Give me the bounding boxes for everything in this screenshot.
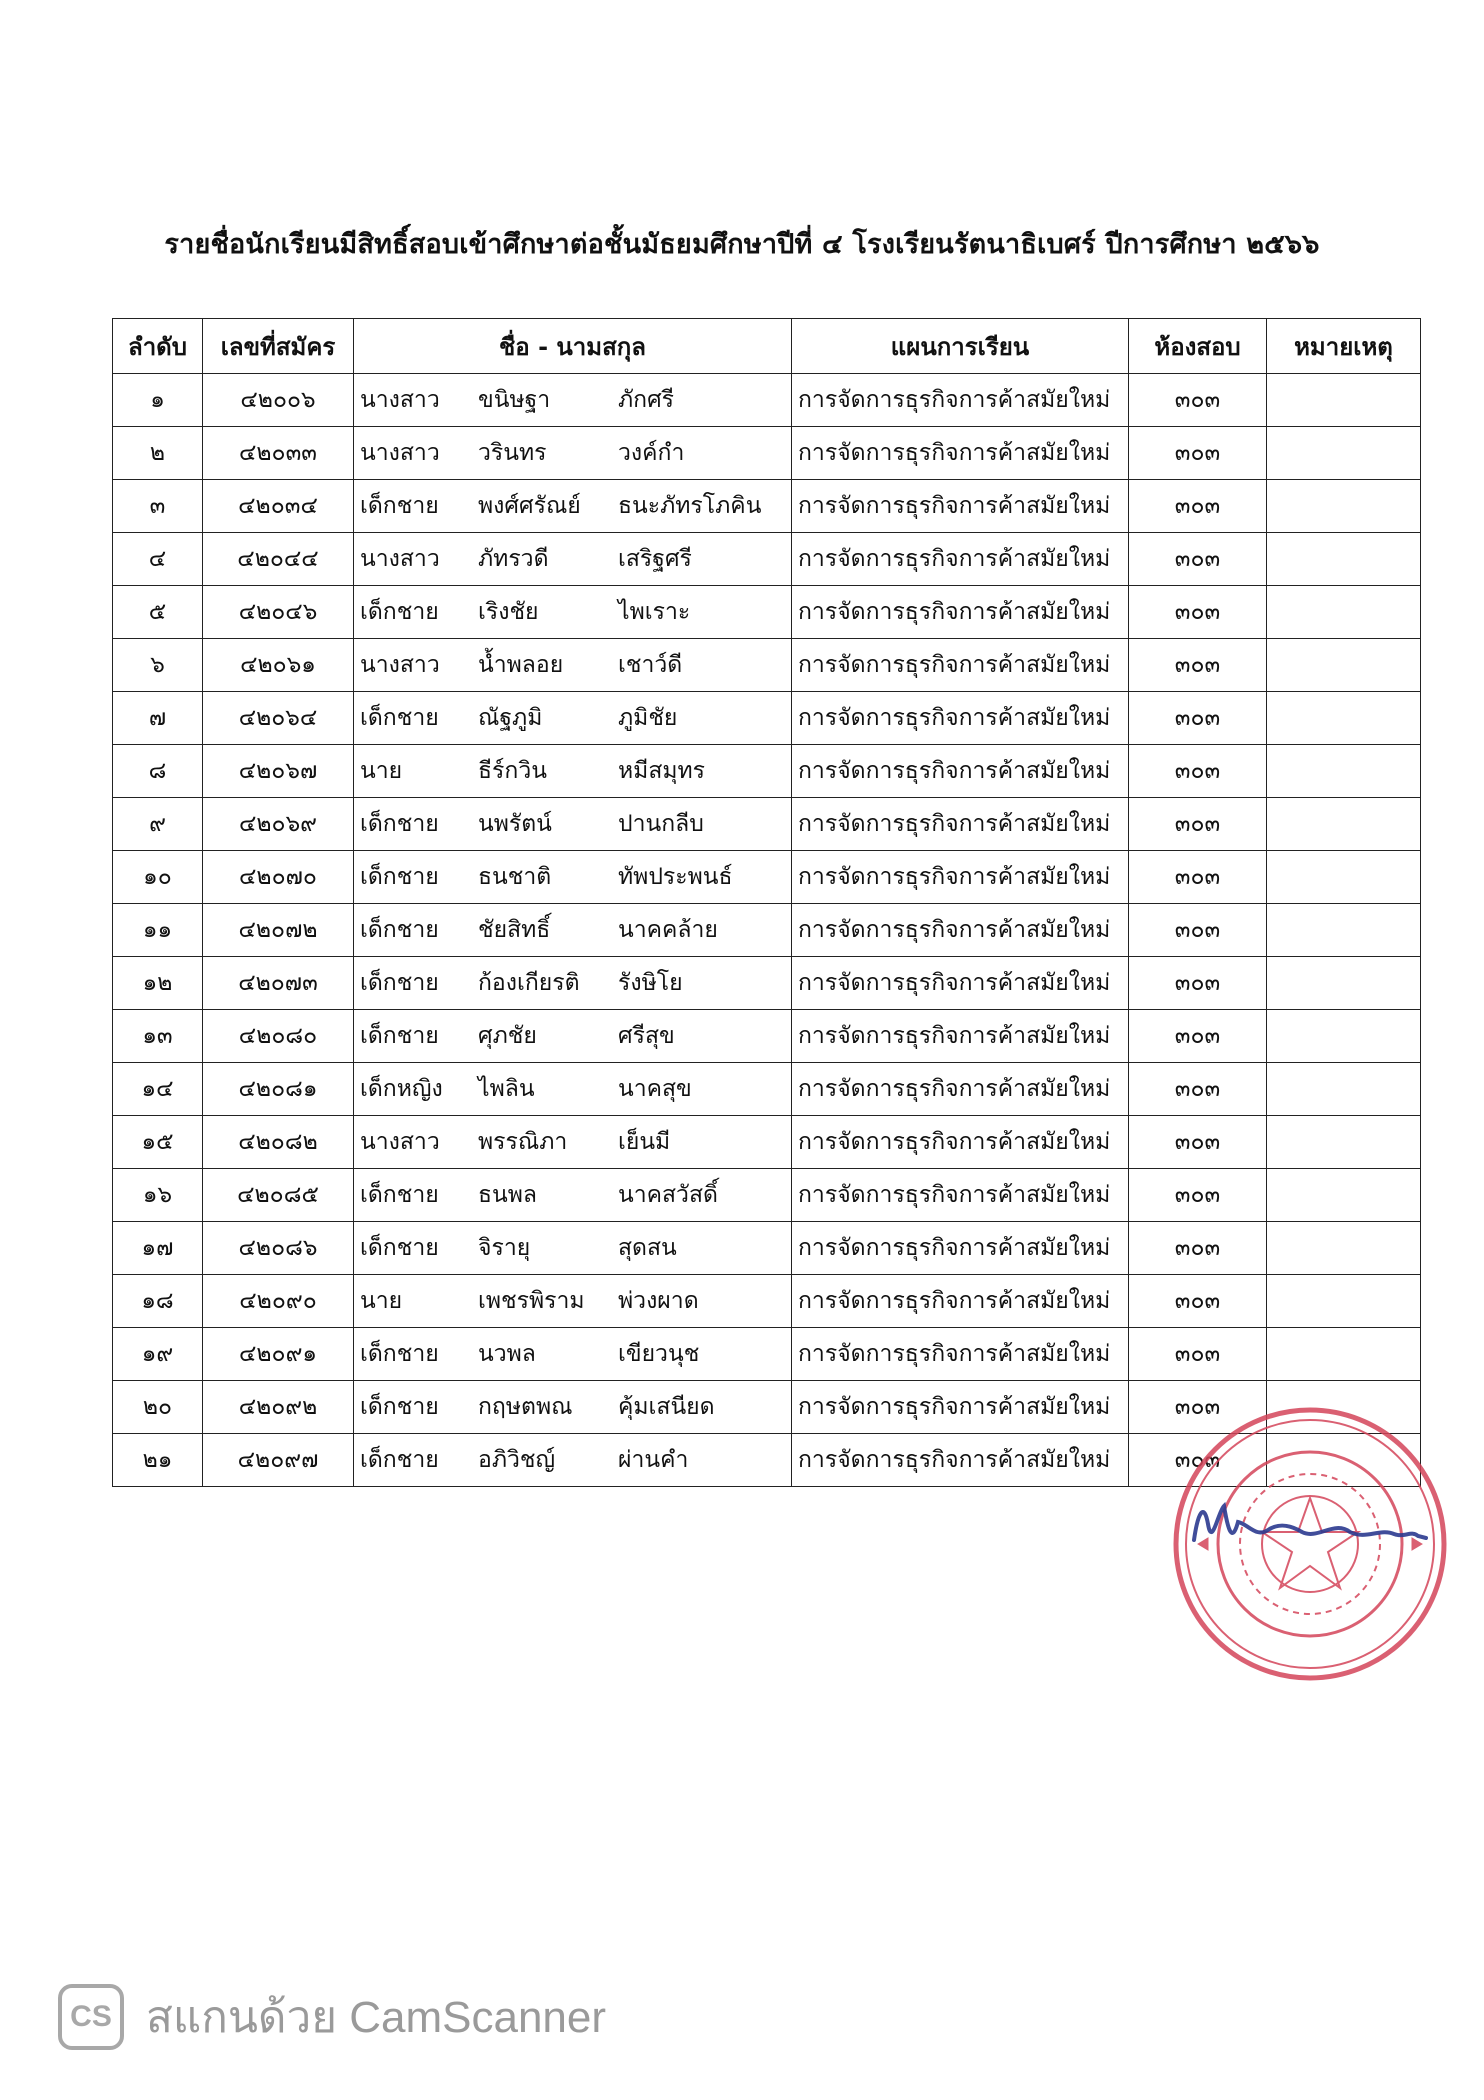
table-row — [113, 374, 1421, 427]
table-row — [113, 1116, 1421, 1169]
family-name: พ่วงผาด — [618, 1288, 699, 1314]
header-note: หมายเหตุ — [1267, 319, 1421, 374]
row-application-no: ๔๒๐๘๑ — [203, 1063, 354, 1116]
family-name: ทัพประพนธ์ — [618, 864, 733, 890]
family-name: ปานกลีบ — [618, 811, 704, 837]
row-plan: การจัดการธุรกิจการค้าสมัยใหม่ — [792, 1381, 1129, 1434]
row-application-no: ๔๒๐๐๖ — [203, 374, 354, 427]
family-name: ไพเราะ — [618, 599, 691, 625]
row-room: ๓๐๓ — [1129, 1063, 1267, 1116]
row-plan: การจัดการธุรกิจการค้าสมัยใหม่ — [792, 1169, 1129, 1222]
row-no: ๑๐ — [113, 851, 203, 904]
row-name — [354, 1222, 792, 1275]
name-prefix: นางสาว — [360, 387, 440, 413]
row-note — [1267, 639, 1421, 692]
row-note — [1267, 1063, 1421, 1116]
given-name: ธนพล — [478, 1182, 538, 1208]
row-name — [354, 1010, 792, 1063]
given-name: อภิวิชญ์ — [478, 1447, 556, 1473]
family-name: ธนะภัทรโภคิน — [618, 493, 762, 519]
row-application-no: ๔๒๐๘๕ — [203, 1169, 354, 1222]
row-room: ๓๐๓ — [1129, 957, 1267, 1010]
row-note — [1267, 480, 1421, 533]
name-prefix: เด็กชาย — [360, 917, 439, 943]
given-name: พงศ์ศรัณย์ — [478, 493, 581, 519]
row-application-no: ๔๒๐๓๓ — [203, 427, 354, 480]
row-application-no: ๔๒๐๙๐ — [203, 1275, 354, 1328]
row-room: ๓๐๓ — [1129, 1169, 1267, 1222]
row-no: ๑๒ — [113, 957, 203, 1010]
row-name — [354, 904, 792, 957]
table-row — [113, 533, 1421, 586]
row-name — [354, 1169, 792, 1222]
row-note — [1267, 798, 1421, 851]
table-row — [113, 851, 1421, 904]
family-name: เย็นมี — [618, 1129, 671, 1155]
row-room: ๓๐๓ — [1129, 586, 1267, 639]
table-row — [113, 692, 1421, 745]
row-room: ๓๐๓ — [1129, 1116, 1267, 1169]
table-row — [113, 745, 1421, 798]
row-plan: การจัดการธุรกิจการค้าสมัยใหม่ — [792, 586, 1129, 639]
name-prefix: นางสาว — [360, 546, 440, 572]
name-prefix: เด็กชาย — [360, 811, 439, 837]
row-note — [1267, 586, 1421, 639]
row-no: ๘ — [113, 745, 203, 798]
row-name — [354, 374, 792, 427]
family-name: เขียวนุช — [618, 1341, 700, 1367]
given-name: ณัฐภูมิ — [478, 705, 543, 731]
row-name — [354, 1063, 792, 1116]
row-plan: การจัดการธุรกิจการค้าสมัยใหม่ — [792, 480, 1129, 533]
row-no: ๑๙ — [113, 1328, 203, 1381]
family-name: หมีสมุทร — [618, 758, 706, 784]
row-plan: การจัดการธุรกิจการค้าสมัยใหม่ — [792, 798, 1129, 851]
camscanner-watermark — [58, 1982, 606, 2052]
family-name: คุ้มเสนียด — [618, 1394, 715, 1420]
row-no: ๑๑ — [113, 904, 203, 957]
family-name: สุดสน — [618, 1235, 677, 1261]
table-row — [113, 586, 1421, 639]
table-body — [113, 374, 1421, 1487]
header-application-no: เลขที่สมัคร — [203, 319, 354, 374]
name-prefix: เด็กชาย — [360, 1394, 439, 1420]
row-name — [354, 957, 792, 1010]
row-no: ๕ — [113, 586, 203, 639]
row-name — [354, 1116, 792, 1169]
name-prefix: เด็กชาย — [360, 493, 439, 519]
table-row — [113, 1063, 1421, 1116]
row-plan: การจัดการธุรกิจการค้าสมัยใหม่ — [792, 1434, 1129, 1487]
student-table — [112, 318, 1421, 1487]
row-plan: การจัดการธุรกิจการค้าสมัยใหม่ — [792, 1116, 1129, 1169]
family-name: ผ่านคำ — [618, 1447, 689, 1473]
row-room: ๓๐๓ — [1129, 1010, 1267, 1063]
row-name — [354, 427, 792, 480]
watermark-text: สแกนด้วย CamScanner — [146, 1993, 607, 2042]
row-room: ๓๐๓ — [1129, 851, 1267, 904]
row-application-no: ๔๒๐๔๖ — [203, 586, 354, 639]
row-application-no: ๔๒๐๘๒ — [203, 1116, 354, 1169]
school-seal — [1168, 1402, 1452, 1686]
row-note — [1267, 1328, 1421, 1381]
table-row — [113, 1275, 1421, 1328]
name-prefix: นางสาว — [360, 440, 440, 466]
family-name: วงค์กำ — [618, 440, 685, 466]
given-name: นวพล — [478, 1341, 536, 1367]
family-name: นาคสุข — [618, 1076, 692, 1102]
row-note — [1267, 1275, 1421, 1328]
table-row — [113, 904, 1421, 957]
name-prefix: เด็กชาย — [360, 1235, 439, 1261]
given-name: เพชรพิราม — [478, 1288, 585, 1314]
family-name: นาคคล้าย — [618, 917, 718, 943]
row-application-no: ๔๒๐๖๙ — [203, 798, 354, 851]
row-no: ๒๑ — [113, 1434, 203, 1487]
row-application-no: ๔๒๐๔๔ — [203, 533, 354, 586]
row-room: ๓๐๓ — [1129, 1328, 1267, 1381]
name-prefix: นางสาว — [360, 1129, 440, 1155]
row-name — [354, 798, 792, 851]
row-room: ๓๐๓ — [1129, 798, 1267, 851]
row-plan: การจัดการธุรกิจการค้าสมัยใหม่ — [792, 957, 1129, 1010]
name-prefix: เด็กชาย — [360, 1447, 439, 1473]
given-name: จิรายุ — [478, 1235, 531, 1261]
row-plan: การจัดการธุรกิจการค้าสมัยใหม่ — [792, 533, 1129, 586]
family-name: เชาว์ดี — [618, 652, 683, 678]
row-name — [354, 586, 792, 639]
given-name: ศุภชัย — [478, 1023, 537, 1049]
row-no: ๑๗ — [113, 1222, 203, 1275]
row-no: ๓ — [113, 480, 203, 533]
row-room: ๓๐๓ — [1129, 374, 1267, 427]
table-row — [113, 480, 1421, 533]
row-name — [354, 745, 792, 798]
table-row — [113, 639, 1421, 692]
given-name: ขนิษฐา — [478, 387, 551, 413]
name-prefix: นาย — [360, 1288, 403, 1314]
row-room: ๓๐๓ — [1129, 1222, 1267, 1275]
name-prefix: เด็กชาย — [360, 1023, 439, 1049]
row-plan: การจัดการธุรกิจการค้าสมัยใหม่ — [792, 851, 1129, 904]
row-note — [1267, 1116, 1421, 1169]
row-no: ๔ — [113, 533, 203, 586]
given-name: ภัทรวดี — [478, 546, 549, 572]
row-application-no: ๔๒๐๗๒ — [203, 904, 354, 957]
row-room: ๓๐๓ — [1129, 1434, 1267, 1487]
name-prefix: เด็กชาย — [360, 1182, 439, 1208]
given-name: กฤษตพณ — [478, 1394, 573, 1420]
name-prefix: เด็กชาย — [360, 1341, 439, 1367]
header-room: ห้องสอบ — [1129, 319, 1267, 374]
row-no: ๑๔ — [113, 1063, 203, 1116]
row-note — [1267, 851, 1421, 904]
name-prefix: เด็กชาย — [360, 705, 439, 731]
name-prefix: เด็กชาย — [360, 864, 439, 890]
row-plan: การจัดการธุรกิจการค้าสมัยใหม่ — [792, 427, 1129, 480]
row-note — [1267, 957, 1421, 1010]
row-note — [1267, 1010, 1421, 1063]
family-name: เสริฐศรี — [618, 546, 692, 572]
row-plan: การจัดการธุรกิจการค้าสมัยใหม่ — [792, 692, 1129, 745]
camscanner-logo-icon: CS — [58, 1984, 124, 2050]
table-row — [113, 798, 1421, 851]
row-no: ๒ — [113, 427, 203, 480]
row-no: ๑๓ — [113, 1010, 203, 1063]
row-no: ๑๖ — [113, 1169, 203, 1222]
table-row — [113, 1169, 1421, 1222]
row-application-no: ๔๒๐๘๖ — [203, 1222, 354, 1275]
row-note — [1267, 745, 1421, 798]
header-no: ลำดับ — [113, 319, 203, 374]
given-name: ธีร์กวิน — [478, 758, 547, 784]
row-plan: การจัดการธุรกิจการค้าสมัยใหม่ — [792, 745, 1129, 798]
row-no: ๑๕ — [113, 1116, 203, 1169]
row-no: ๖ — [113, 639, 203, 692]
row-room: ๓๐๓ — [1129, 692, 1267, 745]
row-room: ๓๐๓ — [1129, 533, 1267, 586]
row-plan: การจัดการธุรกิจการค้าสมัยใหม่ — [792, 1010, 1129, 1063]
name-prefix: เด็กชาย — [360, 970, 439, 996]
row-room: ๓๐๓ — [1129, 427, 1267, 480]
row-plan: การจัดการธุรกิจการค้าสมัยใหม่ — [792, 1275, 1129, 1328]
row-name — [354, 533, 792, 586]
given-name: นพรัตน์ — [478, 811, 552, 837]
row-note — [1267, 427, 1421, 480]
family-name: รังษิโย — [618, 970, 683, 996]
row-note — [1267, 374, 1421, 427]
table-row — [113, 1328, 1421, 1381]
given-name: ชัยสิทธิ์ — [478, 917, 551, 943]
table-header-row — [113, 319, 1421, 374]
row-room: ๓๐๓ — [1129, 480, 1267, 533]
name-prefix: นาย — [360, 758, 403, 784]
row-no: ๑๘ — [113, 1275, 203, 1328]
header-plan: แผนการเรียน — [792, 319, 1129, 374]
family-name: ภูมิชัย — [618, 705, 678, 731]
given-name: ก้องเกียรติ — [478, 970, 580, 996]
given-name: ธนชาติ — [478, 864, 552, 890]
row-application-no: ๔๒๐๖๗ — [203, 745, 354, 798]
row-application-no: ๔๒๐๗๐ — [203, 851, 354, 904]
row-application-no: ๔๒๐๖๑ — [203, 639, 354, 692]
row-application-no: ๔๒๐๗๓ — [203, 957, 354, 1010]
family-name: นาคสวัสดิ์ — [618, 1182, 718, 1208]
row-application-no: ๔๒๐๙๗ — [203, 1434, 354, 1487]
row-plan: การจัดการธุรกิจการค้าสมัยใหม่ — [792, 1063, 1129, 1116]
header-name: ชื่อ - นามสกุล — [354, 319, 792, 374]
row-no: ๒๐ — [113, 1381, 203, 1434]
row-room: ๓๐๓ — [1129, 1275, 1267, 1328]
document-title: รายชื่อนักเรียนมีสิทธิ์สอบเข้าศึกษาต่อชั้นมัธยมศึกษาปีที่ ๔ โรงเรียนรัตนาธิเบศร์ ปีการศึกษา ๒๕๖๖ — [164, 229, 1320, 260]
row-note — [1267, 1222, 1421, 1275]
name-prefix: นางสาว — [360, 652, 440, 678]
row-note — [1267, 904, 1421, 957]
table-row — [113, 957, 1421, 1010]
row-no: ๙ — [113, 798, 203, 851]
row-plan: การจัดการธุรกิจการค้าสมัยใหม่ — [792, 1328, 1129, 1381]
given-name: ไพลิน — [478, 1076, 535, 1102]
row-name — [354, 1381, 792, 1434]
row-name — [354, 851, 792, 904]
given-name: เริงชัย — [478, 599, 539, 625]
table-row — [113, 1010, 1421, 1063]
row-room: ๓๐๓ — [1129, 639, 1267, 692]
row-application-no: ๔๒๐๙๑ — [203, 1328, 354, 1381]
row-name — [354, 1328, 792, 1381]
table-row — [113, 1222, 1421, 1275]
row-note — [1267, 1169, 1421, 1222]
row-name — [354, 639, 792, 692]
row-application-no: ๔๒๐๓๔ — [203, 480, 354, 533]
name-prefix: เด็กชาย — [360, 599, 439, 625]
row-room: ๓๐๓ — [1129, 904, 1267, 957]
given-name: พรรณิภา — [478, 1129, 568, 1155]
table-row — [113, 427, 1421, 480]
name-prefix: เด็กหญิง — [360, 1076, 443, 1102]
row-name — [354, 692, 792, 745]
row-name — [354, 1434, 792, 1487]
row-note — [1267, 692, 1421, 745]
row-plan: การจัดการธุรกิจการค้าสมัยใหม่ — [792, 1222, 1129, 1275]
given-name: วรินทร — [478, 440, 547, 466]
row-plan: การจัดการธุรกิจการค้าสมัยใหม่ — [792, 639, 1129, 692]
row-name — [354, 480, 792, 533]
family-name: ศรีสุข — [618, 1023, 675, 1049]
row-no: ๗ — [113, 692, 203, 745]
row-name — [354, 1275, 792, 1328]
row-plan: การจัดการธุรกิจการค้าสมัยใหม่ — [792, 904, 1129, 957]
row-note — [1267, 533, 1421, 586]
row-application-no: ๔๒๐๘๐ — [203, 1010, 354, 1063]
row-room: ๓๐๓ — [1129, 745, 1267, 798]
row-plan: การจัดการธุรกิจการค้าสมัยใหม่ — [792, 374, 1129, 427]
row-application-no: ๔๒๐๖๔ — [203, 692, 354, 745]
given-name: น้ำพลอย — [478, 652, 564, 678]
row-no: ๑ — [113, 374, 203, 427]
row-application-no: ๔๒๐๙๒ — [203, 1381, 354, 1434]
family-name: ภักศรี — [618, 387, 675, 413]
row-room: ๓๐๓ — [1129, 1381, 1267, 1434]
